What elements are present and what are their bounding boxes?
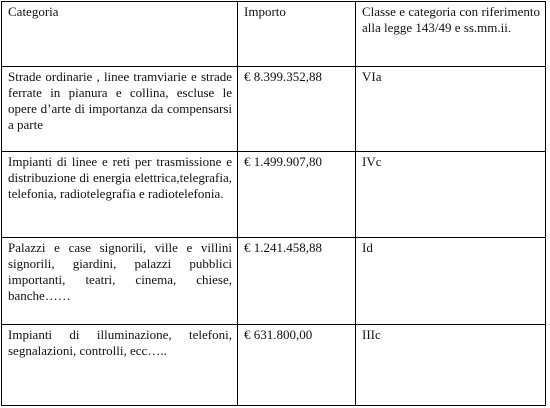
table-row	[2, 152, 546, 237]
header-classe: Classe e categoria con riferimento alla legge 143/49 e ss.mm.ii.	[356, 2, 546, 67]
header-row	[2, 2, 546, 67]
table-row	[2, 67, 546, 152]
cell-categoria: Impianti di linee e reti per trasmissione e distribuzione di energia elettrica,telegrafia, telefonia, radiotelegrafia e radiotelefonia.	[2, 152, 238, 237]
cell-classe: VIa	[356, 67, 546, 152]
cell-categoria: Palazzi e case signorili, ville e villini signorili, giardini, palazzi pubblici importanti, teatri, cinema, chiese, banche……	[2, 237, 238, 324]
cell-classe: IVc	[356, 152, 546, 237]
cell-classe: IIIc	[356, 324, 546, 405]
header-categoria: Categoria	[2, 2, 238, 67]
cell-classe: Id	[356, 237, 546, 324]
cell-importo: € 1.241.458,88	[238, 237, 356, 324]
cell-importo: € 631.800,00	[238, 324, 356, 405]
cell-categoria: Strade ordinarie , linee tramviarie e strade ferrate in pianura e collina, escluse le opere d’arte di importanza da compensarsi a parte	[2, 67, 238, 152]
cell-categoria: Impianti di illuminazione, telefoni, segnalazioni, controlli, ecc…..	[2, 324, 238, 405]
cell-importo: € 1.499.907,80	[238, 152, 356, 237]
header-importo: Importo	[238, 2, 356, 67]
table-row	[2, 237, 546, 324]
cell-importo: € 8.399.352,88	[238, 67, 356, 152]
table-row	[2, 324, 546, 405]
categories-table	[1, 1, 546, 406]
